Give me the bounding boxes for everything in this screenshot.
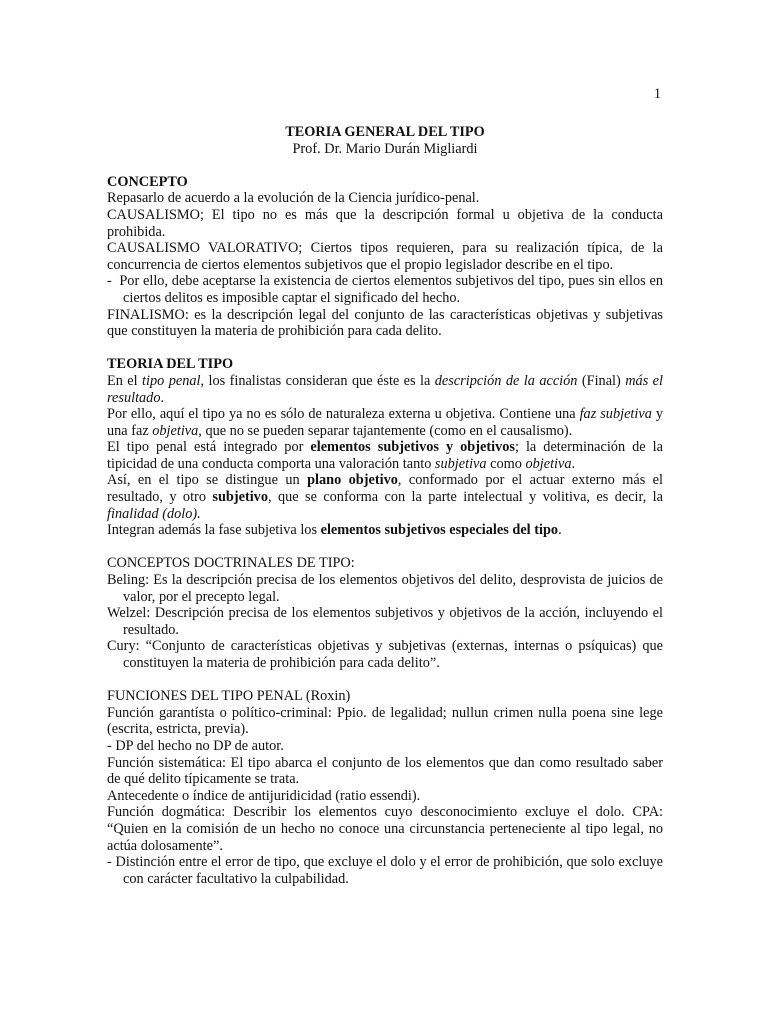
bullet-item: - Por ello, debe aceptarse la existencia de ciertos elementos subjetivos del tipo, pues sin ellos en ciertos delitos es imposible captar el significado del hecho. (107, 273, 663, 306)
spacer (107, 539, 663, 556)
section-conceptos-doctrinales (107, 555, 663, 671)
text-run: (Final) (577, 372, 626, 389)
section-heading-teoria: TEORIA DEL TIPO (107, 356, 234, 373)
document-body (107, 124, 663, 887)
text-run: , que se conforma con la parte intelectual y volitiva, es decir, la (267, 489, 663, 506)
section-heading-conceptos: CONCEPTOS DOCTRINALES DE TIPO: (107, 555, 355, 572)
paragraph: Función garantísta o político-criminal: Ppio. de legalidad; nullun crimen nulla poena sine lege (escrita, estricta, previa). (107, 704, 663, 738)
paragraph: Función sistemática: El tipo abarca el conjunto de los elementos que dan como resultado saber de qué delito típicamente se trata. (107, 754, 663, 788)
text-run: Integran además la fase subjetiva los (107, 522, 321, 539)
paragraph: Función dogmática: Describir los elementos cuyo desconocimiento excluye el dolo. CPA: “Quien en la comisión de un hecho no conoce una circunstancia perteneciente al tipo legal, no actúa dolosamente”. (107, 804, 663, 854)
bullet-item: - Distinción entre el error de tipo, que excluye el dolo y el error de prohibición, que solo excluye con carácter facultativo la culpabilidad. (107, 854, 663, 887)
italic-text: descripción de la acción (434, 372, 578, 389)
text-run: como (486, 455, 526, 472)
paragraph (107, 373, 663, 406)
section-funciones (107, 688, 663, 887)
paragraph (107, 522, 663, 539)
definition-beling: Beling: Es la descripción precisa de los elementos objetivos del delito, desprovista de juicios de valor, por el precepto legal. (107, 572, 663, 605)
bold-text: plano objetivo (307, 472, 398, 489)
text-run: , conformado por el actuar externo más el resultado, y otro (107, 472, 663, 506)
paragraph: FINALISMO: es la descripción legal del conjunto de las características objetivas y subjetivas que constituyen la materia de prohibición para cada delito. (107, 306, 663, 340)
italic-text: objetiva (525, 455, 572, 472)
text-run: ; la determinación de la tipicidad de una conducta comporta una valoración tanto (107, 439, 663, 472)
text-run: . (571, 455, 576, 472)
italic-text: faz subjetiva (579, 406, 652, 423)
section-concepto (107, 174, 663, 340)
document-title: TEORIA GENERAL DEL TIPO (285, 124, 485, 140)
paragraph (107, 406, 663, 439)
section-heading-concepto: CONCEPTO (107, 173, 188, 190)
spacer (107, 157, 663, 174)
document-author: Prof. Dr. Mario Durán Migliardi (292, 140, 478, 157)
italic-text: objetiva, (152, 422, 202, 439)
section-teoria-del-tipo (107, 356, 663, 539)
bold-text: subjetivo (212, 489, 268, 506)
paragraph (107, 439, 663, 472)
text-run: En el (107, 372, 143, 389)
italic-text: subjetiva (434, 455, 487, 472)
definition-cury: Cury: “Conjunto de características objetivas y subjetivas (externas, internas o psíquicas) que constituyen la materia de prohibición para cada delito”. (107, 638, 663, 671)
text-run: El tipo penal está integrado por (107, 439, 311, 456)
bold-text: elementos subjetivos especiales del tipo (320, 522, 559, 539)
text-run: . (558, 522, 562, 539)
definition-welzel: Welzel: Descripción precisa de los elementos subjetivos y objetivos de la acción, incluyendo el resultado. (107, 605, 663, 638)
paragraph: - DP del hecho no DP de autor. (107, 737, 284, 754)
text-run: . (160, 389, 165, 406)
paragraph: CAUSALISMO; El tipo no es más que la descripción formal u objetiva de la conducta prohibida. (107, 206, 663, 240)
text-run: Así, en el tipo se distingue un (107, 472, 308, 489)
italic-text: tipo penal (142, 372, 201, 389)
bold-text: elementos subjetivos y objetivos (310, 439, 515, 456)
page-number: 1 (653, 86, 661, 102)
italic-text: más el resultado (107, 372, 663, 406)
paragraph: Repasarlo de acuerdo a la evolución de la Ciencia jurídico-penal. (107, 190, 480, 207)
italic-text: finalidad (dolo). (107, 505, 201, 522)
paragraph (107, 472, 663, 522)
text-run: y una faz (107, 406, 663, 439)
text-run: Por ello, aquí el tipo ya no es sólo de naturaleza externa u objetiva. Contiene una (107, 406, 580, 423)
text-run: que no se pueden separar tajantemente (como en el causalismo). (201, 422, 573, 439)
spacer (107, 672, 663, 689)
section-heading-funciones: FUNCIONES DEL TIPO PENAL (Roxin) (107, 688, 351, 705)
paragraph: Antecedente o índice de antijuridicidad (ratio essendi). (107, 787, 421, 804)
spacer (107, 340, 663, 357)
text-run: , los finalistas consideran que éste es la (200, 372, 435, 389)
paragraph: CAUSALISMO VALORATIVO; Ciertos tipos requieren, para su realización típica, de la concurrencia de ciertos elementos subjetivos que el propio legislador describe en el tipo. (107, 240, 663, 273)
